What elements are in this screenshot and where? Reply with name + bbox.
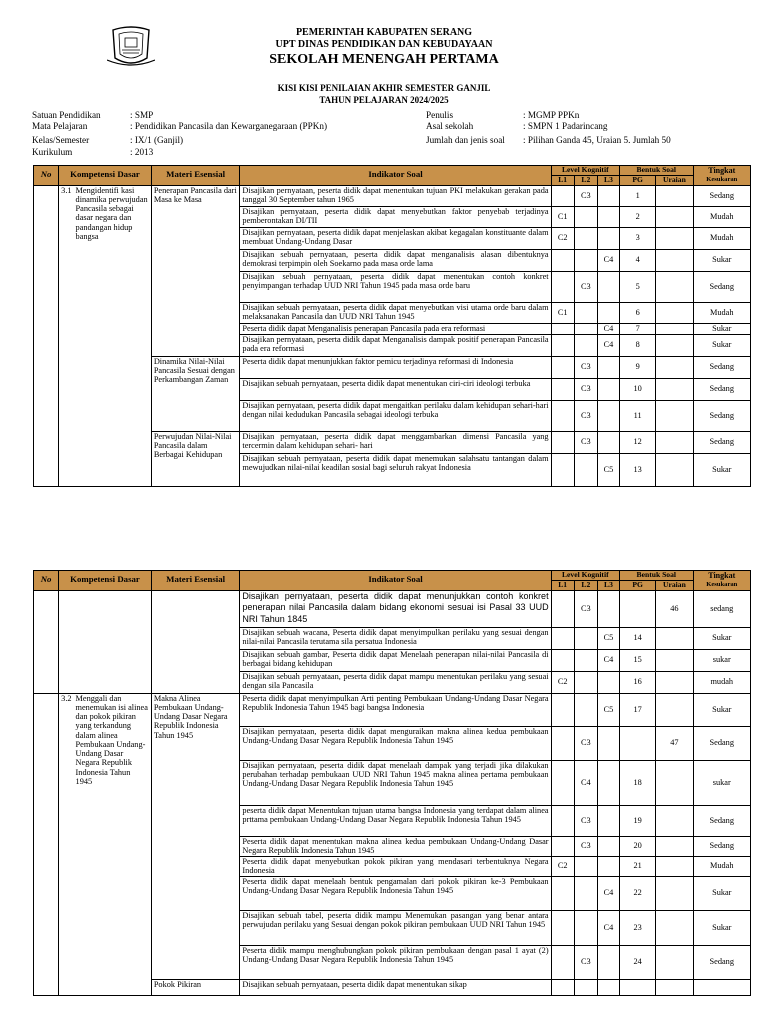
- indikator-cell: Peserta didik dapat menyebutkan pokok pikiran yang mendasari terbentuknya Negara Indonesia: [240, 856, 551, 876]
- level-l1-cell: [551, 876, 574, 910]
- level-l3-cell: [597, 356, 619, 378]
- kd-number: 3.2: [61, 693, 72, 703]
- level-l2-cell: C3: [574, 945, 597, 979]
- indikator-cell: Peserta didik dapat menunjukkan faktor pemicu terjadinya reformasi di Indonesia: [240, 356, 551, 378]
- indikator-cell: Disajikan sebuah pernyataan, peserta didik dapat menganalisis alasan dibentuknya demokrasi terpimpin oleh Soekarno pada masa orde lama: [240, 249, 551, 271]
- kompetensi-dasar-cell: [59, 693, 152, 995]
- level-l3-cell: [597, 945, 619, 979]
- materi-cell: Penerapan Pancasila dari Masa ke Masa: [151, 185, 240, 356]
- level-l2-cell: [574, 323, 597, 334]
- level-l1-cell: [551, 249, 574, 271]
- kesukaran-cell: Sukar: [693, 334, 750, 356]
- level-l3-cell: C5: [597, 693, 619, 726]
- level-l3-cell: [597, 805, 619, 836]
- pg-number-cell: 15: [620, 649, 656, 671]
- meta-label-2: Kelas/Semester: [32, 135, 90, 145]
- indikator-cell: Disajikan pernyataan, peserta didik dapat menentukan tujuan PKI melakukan gerakan pada tanggal 30 September tahun 1965: [240, 185, 551, 206]
- level-l2-cell: [574, 856, 597, 876]
- uraian-number-cell: [656, 249, 693, 271]
- uraian-number-cell: [656, 453, 693, 486]
- pg-number-cell: 3: [620, 227, 656, 249]
- kesukaran-cell: sukar: [693, 649, 750, 671]
- level-l3-cell: [597, 836, 619, 856]
- kesukaran-cell: Mudah: [693, 206, 750, 227]
- uraian-number-cell: [656, 302, 693, 323]
- pg-number-cell: 11: [620, 400, 656, 431]
- kesukaran-cell: Sedang: [693, 836, 750, 856]
- indikator-cell: Peserta didik mampu menghubungkan pokok pikiran pembukaan dengan pasal 1 ayat (2) Undang-Undang Dasar Negara Republik Indonesia Tahun 1945: [240, 945, 551, 979]
- kesukaran-cell: Sukar: [693, 249, 750, 271]
- level-l1-cell: C2: [551, 227, 574, 249]
- uraian-number-cell: [656, 431, 693, 453]
- level-l1-cell: [551, 627, 574, 649]
- pg-number-cell: 5: [620, 271, 656, 302]
- uraian-number-cell: [656, 185, 693, 206]
- kesukaran-cell: Sedang: [693, 378, 750, 400]
- level-l1-cell: [551, 945, 574, 979]
- header-uraian: Uraian: [656, 581, 693, 591]
- indikator-cell: Peserta didik dapat menyimpulkan Arti penting Pembukaan Undang-Undang Dasar Negara Republik Indonesia Tahun 1945 bagi bangsa Indonesia: [240, 693, 551, 726]
- pg-number-cell: 7: [620, 323, 656, 334]
- level-l3-cell: C5: [597, 627, 619, 649]
- uraian-number-cell: [656, 271, 693, 302]
- header-kesukaran-label: Kesukaran: [706, 176, 738, 184]
- header-l1: L1: [551, 176, 574, 186]
- pg-number-cell: 2: [620, 206, 656, 227]
- pg-number-cell: 12: [620, 431, 656, 453]
- indikator-cell: Disajikan pernyataan, peserta didik dapat menelaah dampak yang terjadi jika dilakukan perubahan terhadap pembukaan UUD NRI Tahun 1945 makna alinea pertama pembukaan Undang-Undang Dasar Negara Republik Indonesia Tahun 1945: [240, 760, 551, 805]
- pg-number-cell: 1: [620, 185, 656, 206]
- level-l2-cell: [574, 910, 597, 945]
- header-uraian: Uraian: [656, 176, 693, 186]
- header-materi-esensial: Materi Esensial: [151, 571, 240, 591]
- uraian-number-cell: [656, 378, 693, 400]
- level-l2-cell: C4: [574, 760, 597, 805]
- header-tingkat-label: Tingkat: [708, 571, 736, 581]
- header-bentuk-soal: Bentuk Soal: [620, 571, 694, 581]
- level-l3-cell: [597, 185, 619, 206]
- header-bentuk-soal: Bentuk Soal: [620, 166, 694, 176]
- kompetensi-dasar-cell: [59, 185, 152, 486]
- level-l2-cell: C3: [574, 271, 597, 302]
- level-l3-cell: [597, 378, 619, 400]
- level-l3-cell: [597, 227, 619, 249]
- kesukaran-cell: Mudah: [693, 856, 750, 876]
- kesukaran-cell: Sedang: [693, 945, 750, 979]
- header-l3: L3: [597, 581, 619, 591]
- header-l2: L2: [574, 176, 597, 186]
- level-l1-cell: C1: [551, 206, 574, 227]
- pg-number-cell: 8: [620, 334, 656, 356]
- level-l2-cell: C3: [574, 805, 597, 836]
- uraian-number-cell: [656, 693, 693, 726]
- gov-header: PEMERINTAH KABUPATEN SERANG: [295, 27, 473, 38]
- indikator-cell: Disajikan sebuah pernyataan, peserta didik dapat menentukan sikap: [240, 979, 551, 995]
- uraian-number-cell: [656, 323, 693, 334]
- level-l2-cell: C3: [574, 378, 597, 400]
- meta-value-3: : 2013: [130, 147, 154, 157]
- level-l3-cell: C4: [597, 334, 619, 356]
- pg-number-cell: 23: [620, 910, 656, 945]
- header-tingkat-kesukaran: [693, 571, 750, 591]
- indikator-cell: Disajikan pernyataan, peserta didik dapat mengaitkan perilaku dalam kehidupan sehari-hari dengan nilai kedudukan Pancasila sebagai ideologi terbuka: [240, 400, 551, 431]
- kesukaran-cell: Sukar: [693, 876, 750, 910]
- kesukaran-cell: Sukar: [693, 910, 750, 945]
- level-l3-cell: C5: [597, 453, 619, 486]
- uraian-number-cell: [656, 876, 693, 910]
- level-l2-cell: C3: [574, 590, 597, 627]
- uraian-number-cell: [656, 856, 693, 876]
- header-pg: PG: [620, 176, 656, 186]
- pg-number-cell: 16: [620, 671, 656, 693]
- level-l3-cell: C4: [597, 910, 619, 945]
- level-l1-cell: [551, 979, 574, 995]
- uraian-number-cell: [656, 910, 693, 945]
- level-l1-cell: C1: [551, 302, 574, 323]
- level-l2-cell: [574, 334, 597, 356]
- meta-label-0: Satuan Pendidikan: [32, 110, 101, 120]
- row-no-cell: [34, 590, 59, 693]
- indikator-cell: peserta didik dapat Menentukan tujuan utama bangsa Indonesia yang terdapat dalam alinea prttama pembukaan Undang-Undang Dasar Negara Republik Indonesia Tahun 1945: [240, 805, 551, 836]
- pg-number-cell: [620, 979, 656, 995]
- doc-subtitle: TAHUN PELAJARAN 2024/2025: [319, 95, 449, 105]
- level-l1-cell: C2: [551, 856, 574, 876]
- row-no-cell: [34, 693, 59, 995]
- level-l3-cell: [597, 271, 619, 302]
- pg-number-cell: 21: [620, 856, 656, 876]
- meta-label-right-1: Asal sekolah: [426, 121, 474, 131]
- kompetensi-dasar-cell: [59, 590, 152, 693]
- level-l2-cell: C3: [574, 726, 597, 760]
- kd-text: Mengidentifi kasi dinamika perwujudan Pancasila sebagai dasar negara dan pandangan hidup bangsa: [75, 185, 148, 241]
- pg-number-cell: 18: [620, 760, 656, 805]
- uraian-number-cell: [656, 760, 693, 805]
- uraian-number-cell: [656, 836, 693, 856]
- level-l3-cell: [597, 979, 619, 995]
- kd-number: 3.1: [61, 185, 72, 195]
- meta-value-right-1: : SMPN 1 Padarincang: [523, 121, 608, 131]
- table-row: [34, 185, 751, 206]
- level-l1-cell: [551, 805, 574, 836]
- materi-cell: Makna Alinea Pembukaan Undang-Undang Dasar Negara Republik Indonesia Tahun 1945: [151, 693, 240, 979]
- kesukaran-cell: Sedang: [693, 356, 750, 378]
- header-kompetensi-dasar: Kompetensi Dasar: [59, 571, 152, 591]
- indikator-cell: Disajikan pernyataan, peserta didik dapat menunjukkan contoh konkret penerapan nilai Pancasila dalam bidang ekonomi sesuai isi Pasal 33 UUD NRI Tahun 1845: [240, 590, 551, 627]
- level-l3-cell: [597, 302, 619, 323]
- indikator-cell: Disajikan sebuah wacana, Peserta didik dapat menyimpulkan perilaku yang sesuai dengan nilai-nilai Pancasila terutama sila persatua Indonesia: [240, 627, 551, 649]
- meta-label-1: Mata Pelajaran: [32, 121, 88, 131]
- level-l3-cell: [597, 856, 619, 876]
- kd-wrap: [61, 694, 149, 787]
- row-no-cell: [34, 185, 59, 486]
- level-l1-cell: [551, 356, 574, 378]
- materi-cell: Dinamika Nilai-Nilai Pancasila Sesuai dengan Perkambangan Zaman: [151, 356, 240, 431]
- kesukaran-cell: Mudah: [693, 227, 750, 249]
- uraian-number-cell: [656, 400, 693, 431]
- level-l1-cell: [551, 431, 574, 453]
- level-l2-cell: [574, 627, 597, 649]
- level-l1-cell: [551, 323, 574, 334]
- level-l1-cell: C2: [551, 671, 574, 693]
- pg-number-cell: 13: [620, 453, 656, 486]
- level-l2-cell: [574, 249, 597, 271]
- header-pg: PG: [620, 581, 656, 591]
- kesukaran-cell: mudah: [693, 671, 750, 693]
- level-l3-cell: C4: [597, 323, 619, 334]
- kesukaran-cell: sukar: [693, 760, 750, 805]
- level-l1-cell: [551, 590, 574, 627]
- header-no: No: [34, 571, 59, 591]
- pg-number-cell: 9: [620, 356, 656, 378]
- level-l2-cell: [574, 453, 597, 486]
- level-l1-cell: [551, 185, 574, 206]
- kesukaran-cell: Sukar: [693, 323, 750, 334]
- kesukaran-cell: Sukar: [693, 627, 750, 649]
- level-l1-cell: [551, 271, 574, 302]
- table-row: [34, 693, 751, 726]
- kisi-table-1: [33, 165, 751, 487]
- table-row: [34, 590, 751, 627]
- level-l3-cell: C4: [597, 649, 619, 671]
- uraian-number-cell: [656, 979, 693, 995]
- level-l3-cell: [597, 206, 619, 227]
- indikator-cell: Peserta didik dapat Menganalisis penerapan Pancasila pada era reformasi: [240, 323, 551, 334]
- uraian-number-cell: [656, 945, 693, 979]
- level-l2-cell: [574, 876, 597, 910]
- header-kompetensi-dasar: Kompetensi Dasar: [59, 166, 152, 186]
- kd-text: Menggali dan menemukan isi alinea dan pokok pikiran yang terkandung dalam alinea Pembukaan Undang-Undang Dasar Negara Republik Indonesia Tahun 1945: [75, 693, 148, 787]
- kesukaran-cell: Sedang: [693, 805, 750, 836]
- level-l2-cell: C3: [574, 400, 597, 431]
- header-no: No: [34, 166, 59, 186]
- level-l2-cell: [574, 227, 597, 249]
- meta-value-right-0: : MGMP PPKn: [523, 110, 580, 120]
- kesukaran-cell: Sukar: [693, 453, 750, 486]
- indikator-cell: Disajikan pernyataan, peserta didik dapat menyebutkan faktor penyebab terjadinya pemberontakan DI/TII: [240, 206, 551, 227]
- doc-title: KISI KISI PENILAIAN AKHIR SEMESTER GANJIL: [277, 83, 491, 93]
- indikator-cell: Disajikan sebuah pernyataan, peserta didik dapat menentukan ciri-ciri ideologi terbuka: [240, 378, 551, 400]
- header-materi-esensial: Materi Esensial: [151, 166, 240, 186]
- header-indikator-soal: Indikator Soal: [240, 166, 551, 186]
- indikator-cell: Disajikan pernyataan, peserta didik dapat menggambarkan dimensi Pancasila yang tercermin dalam kehidupan sehari- hari: [240, 431, 551, 453]
- kesukaran-cell: Mudah: [693, 302, 750, 323]
- level-l1-cell: [551, 693, 574, 726]
- indikator-cell: Disajikan pernyataan, peserta didik dapat menjelaskan akibat kegagalan konstituante dalam membuat Undang-Undang Dasar: [240, 227, 551, 249]
- pg-number-cell: 19: [620, 805, 656, 836]
- kd-wrap: [61, 186, 149, 242]
- indikator-cell: Peserta didik dapat menelaah bentuk pengamalan dari pokok pikiran ke-3 Pembukaan Undang-Undang Dasar Negara Republik Indonesia Tahun 1945: [240, 876, 551, 910]
- kesukaran-cell: Sedang: [693, 726, 750, 760]
- pg-number-cell: [620, 726, 656, 760]
- kesukaran-cell: Sedang: [693, 400, 750, 431]
- indikator-cell: Peserta didik dapat menentukan makna alinea kedua pembukaan Undang-Undang Dasar Negara Republik Indonesia Tahun 1945: [240, 836, 551, 856]
- level-l1-cell: [551, 334, 574, 356]
- level-l2-cell: [574, 693, 597, 726]
- uraian-number-cell: [656, 805, 693, 836]
- level-l1-cell: [551, 400, 574, 431]
- meta-value-right-2: : Pilihan Ganda 45, Uraian 5. Jumlah 50: [523, 135, 671, 145]
- header-tingkat-kesukaran: [693, 166, 750, 186]
- kesukaran-cell: sedang: [693, 590, 750, 627]
- level-l3-cell: [597, 590, 619, 627]
- indikator-cell: Disajikan sebuah pernyataan, peserta didik dapat menentukan contoh konkret penyimpangan terhadap UUD NRI Tahun 1945 pada masa orde baru: [240, 271, 551, 302]
- meta-value-0: : SMP: [130, 110, 154, 120]
- header-l3: L3: [597, 176, 619, 186]
- kesukaran-cell: Sedang: [693, 185, 750, 206]
- meta-label-right-0: Penulis: [426, 110, 454, 120]
- uraian-number-cell: 46: [656, 590, 693, 627]
- level-l3-cell: [597, 400, 619, 431]
- kesukaran-cell: Sukar: [693, 693, 750, 726]
- level-l3-cell: [597, 726, 619, 760]
- materi-cell: Pokok Pikiran: [151, 979, 240, 995]
- pg-number-cell: 24: [620, 945, 656, 979]
- level-l1-cell: [551, 649, 574, 671]
- level-l2-cell: C3: [574, 431, 597, 453]
- level-l1-cell: [551, 726, 574, 760]
- uraian-number-cell: [656, 227, 693, 249]
- pg-number-cell: 22: [620, 876, 656, 910]
- level-l2-cell: [574, 206, 597, 227]
- kesukaran-cell: Sedang: [693, 431, 750, 453]
- meta-value-2: : IX/1 (Ganjil): [130, 135, 184, 145]
- level-l2-cell: [574, 671, 597, 693]
- agency-header: UPT DINAS PENDIDIKAN DAN KEBUDAYAAN: [275, 39, 493, 50]
- level-l2-cell: [574, 979, 597, 995]
- level-l1-cell: [551, 378, 574, 400]
- level-l3-cell: [597, 431, 619, 453]
- pg-number-cell: 17: [620, 693, 656, 726]
- header-tingkat-label: Tingkat: [708, 166, 736, 176]
- indikator-cell: Disajikan pernyataan, peserta didik dapat menguraikan makna alinea kedua pembukaan Undang-Undang Dasar Negara Republik Indonesia Tahun 1945: [240, 726, 551, 760]
- uraian-number-cell: [656, 206, 693, 227]
- pg-number-cell: 6: [620, 302, 656, 323]
- indikator-cell: Disajikan sebuah pernyataan, peserta didik dapat menyebutkan visi utama orde baru dalam melaksanakan Pancasila dan UUD NRI Tahun 1945: [240, 302, 551, 323]
- level-l3-cell: C4: [597, 876, 619, 910]
- pg-number-cell: [620, 590, 656, 627]
- level-l2-cell: C3: [574, 185, 597, 206]
- level-l1-cell: [551, 910, 574, 945]
- pg-number-cell: 14: [620, 627, 656, 649]
- meta-label-3: Kurikulum: [32, 147, 73, 157]
- level-l2-cell: C3: [574, 836, 597, 856]
- indikator-cell: Disajikan sebuah gambar, Peserta didik dapat Menelaah penerapan nilai-nilai Pancasila di berbagai bidang kehidupan: [240, 649, 551, 671]
- kisi-table-2: [33, 570, 751, 996]
- pg-number-cell: 4: [620, 249, 656, 271]
- uraian-number-cell: [656, 334, 693, 356]
- level-l3-cell: [597, 671, 619, 693]
- kesukaran-cell: Sedang: [693, 271, 750, 302]
- indikator-cell: Disajikan sebuah pernyataan, peserta didik dapat menemukan salahsatu tantangan dalam mewujudkan nilai-nilai keadilan sosial bagi seluruh rakyat Indonesia: [240, 453, 551, 486]
- materi-cell: Perwujudan Nilai-Nilai Pancasila dalam Berbagai Kehidupan: [151, 431, 240, 486]
- uraian-number-cell: 47: [656, 726, 693, 760]
- header-l2: L2: [574, 581, 597, 591]
- level-l1-cell: [551, 760, 574, 805]
- pg-number-cell: 20: [620, 836, 656, 856]
- school-header: SEKOLAH MENENGAH PERTAMA: [269, 52, 499, 67]
- indikator-cell: Disajikan sebuah tabel, peserta didik mampu Menemukan pasangan yang benar antara perwujudan perilaku yang Sesuai dengan pokok pikiran pembukaan UUD NRI Tahun 1945: [240, 910, 551, 945]
- header-l1: L1: [551, 581, 574, 591]
- level-l2-cell: [574, 302, 597, 323]
- indikator-cell: Disajikan sebuah pernyataan, peserta didik dapat mampu menentukan perilaku yang sesuai dengan sila Pancasila: [240, 671, 551, 693]
- header-kesukaran-label: Kesukaran: [706, 581, 738, 589]
- level-l2-cell: C3: [574, 356, 597, 378]
- indikator-cell: Disajikan pernyataan, peserta didik dapat Menganalisis dampak positif penerapan Pancasila pada era reformasi: [240, 334, 551, 356]
- uraian-number-cell: [656, 671, 693, 693]
- level-l1-cell: [551, 453, 574, 486]
- header-indikator-soal: Indikator Soal: [240, 571, 551, 591]
- uraian-number-cell: [656, 649, 693, 671]
- level-l2-cell: [574, 649, 597, 671]
- meta-label-right-2: Jumlah dan jenis soal: [426, 135, 505, 145]
- pg-number-cell: 10: [620, 378, 656, 400]
- materi-cell: [151, 590, 240, 693]
- level-l3-cell: C4: [597, 249, 619, 271]
- header-level-kognitif: Level Kognitif: [551, 166, 619, 176]
- kesukaran-cell: [693, 979, 750, 995]
- uraian-number-cell: [656, 627, 693, 649]
- level-l1-cell: [551, 836, 574, 856]
- header-level-kognitif: Level Kognitif: [551, 571, 619, 581]
- uraian-number-cell: [656, 356, 693, 378]
- level-l3-cell: [597, 760, 619, 805]
- meta-value-1: : Pendidikan Pancasila dan Kewarganegaraan (PPKn): [130, 121, 328, 131]
